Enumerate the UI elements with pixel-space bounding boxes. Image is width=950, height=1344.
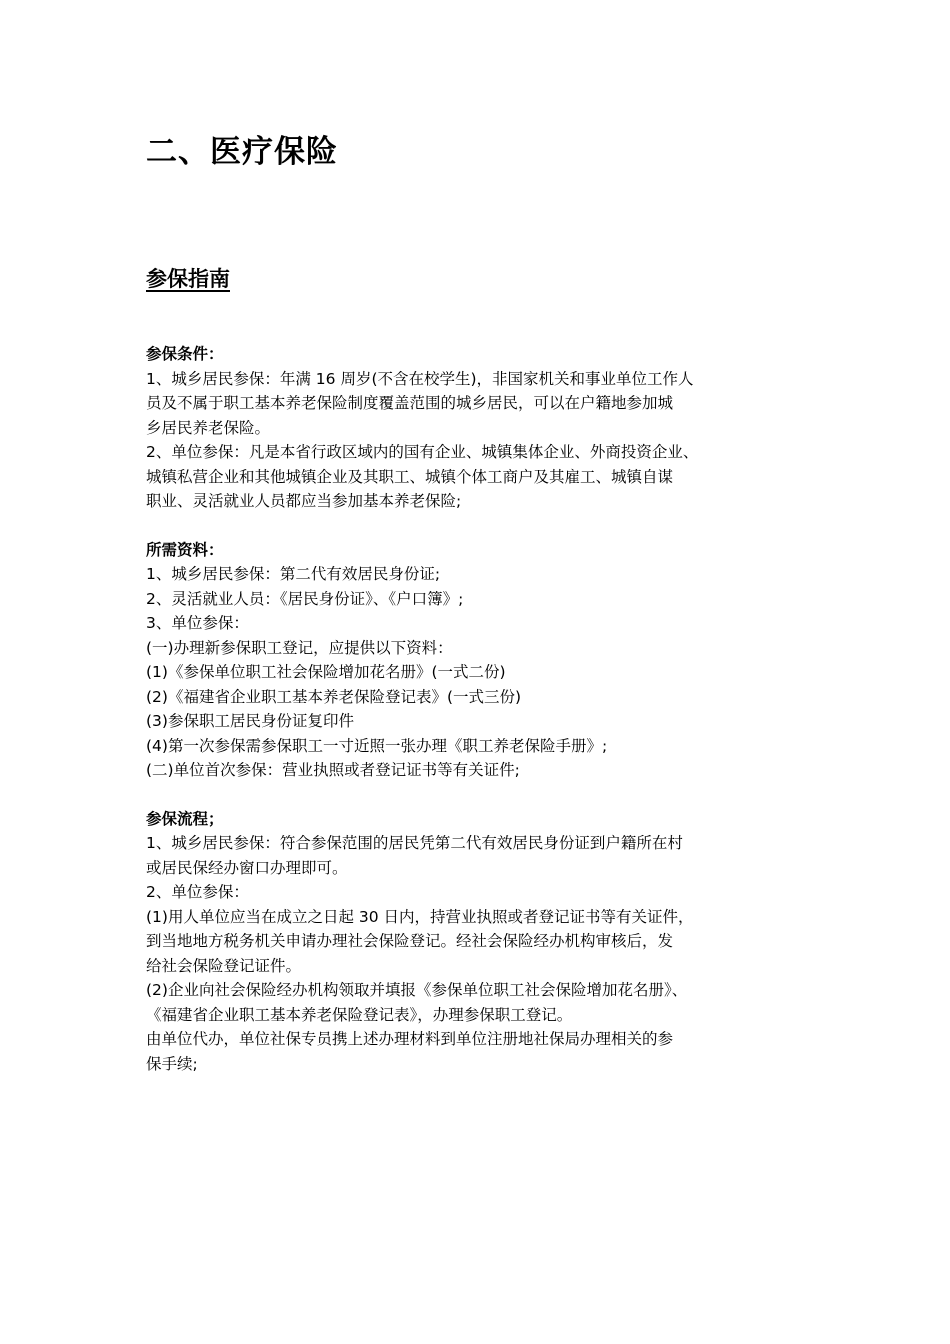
list-item: (4)第一次参保需参保职工一寸近照一张办理《职工养老保险手册》; bbox=[146, 736, 608, 755]
section-required-materials bbox=[146, 538, 836, 783]
list-item: 2、灵活就业人员：《居民身份证》、《户口簿》; bbox=[146, 589, 464, 608]
document-body bbox=[146, 130, 836, 1076]
paragraph-line: 到当地地方税务机关申请办理社会保险登记。经社会保险经办机构审核后，发 bbox=[146, 932, 674, 950]
paragraph-line: (1)用人单位应当在成立之日起 30 日内，持营业执照或者登记证书等有关证件， bbox=[146, 907, 694, 926]
section-eligibility bbox=[146, 342, 836, 514]
paragraph-line: 保手续; bbox=[146, 1054, 198, 1073]
list-item: 1、城乡居民参保：第二代有效居民身份证; bbox=[146, 565, 441, 583]
paragraph-line: (2)企业向社会保险经办机构领取并填报《参保单位职工社会保险增加花名册》、 bbox=[146, 981, 688, 999]
list-item: (2)《福建省企业职工基本养老保险登记表》(一式三份) bbox=[146, 687, 522, 706]
paragraph-line: 1、城乡居民参保：年满 16 周岁(不含在校学生)，非国家机关和事业单位工作人 bbox=[146, 369, 694, 388]
list-item: 3、单位参保： bbox=[146, 614, 249, 632]
section-process bbox=[146, 807, 836, 1077]
list-item: (一)办理新参保职工登记，应提供以下资料： bbox=[146, 638, 453, 657]
list-item: (3)参保职工居民身份证复印件 bbox=[146, 712, 354, 730]
page-title: 二、医疗保险 bbox=[146, 134, 338, 170]
paragraph-line: 乡居民养老保险。 bbox=[146, 418, 271, 437]
paragraph-line: 《福建省企业职工基本养老保险登记表》，办理参保职工登记。 bbox=[146, 1005, 573, 1024]
list-item: (1)《参保单位职工社会保险增加花名册》(一式二份) bbox=[146, 663, 506, 681]
paragraph-line: 由单位代办，单位社保专员携上述办理材料到单位注册地社保局办理相关的参 bbox=[146, 1030, 674, 1048]
section-title: 所需资料： bbox=[146, 540, 224, 559]
paragraph-line: 2、单位参保： bbox=[146, 883, 249, 901]
list-item: (二)单位首次参保：营业执照或者登记证书等有关证件; bbox=[146, 761, 520, 779]
section-title: 参保条件： bbox=[146, 345, 224, 363]
paragraph-line: 或居民保经办窗口办理即可。 bbox=[146, 858, 348, 877]
section-heading: 参保指南 bbox=[146, 267, 230, 291]
paragraph-line: 员及不属于职工基本养老保险制度覆盖范围的城乡居民，可以在户籍地参加城 bbox=[146, 394, 674, 412]
section-title: 参保流程； bbox=[146, 809, 224, 828]
paragraph-line: 城镇私营企业和其他城镇企业及其职工、城镇个体工商户及其雇工、城镇自谋 bbox=[146, 467, 674, 486]
paragraph-line: 给社会保险登记证件。 bbox=[146, 956, 302, 975]
paragraph-line: 1、城乡居民参保：符合参保范围的居民凭第二代有效居民身份证到户籍所在村 bbox=[146, 834, 683, 852]
paragraph-line: 2、单位参保：凡是本省行政区域内的国有企业、城镇集体企业、外商投资企业、 bbox=[146, 443, 699, 461]
paragraph-line: 职业、灵活就业人员都应当参加基本养老保险; bbox=[146, 492, 462, 510]
